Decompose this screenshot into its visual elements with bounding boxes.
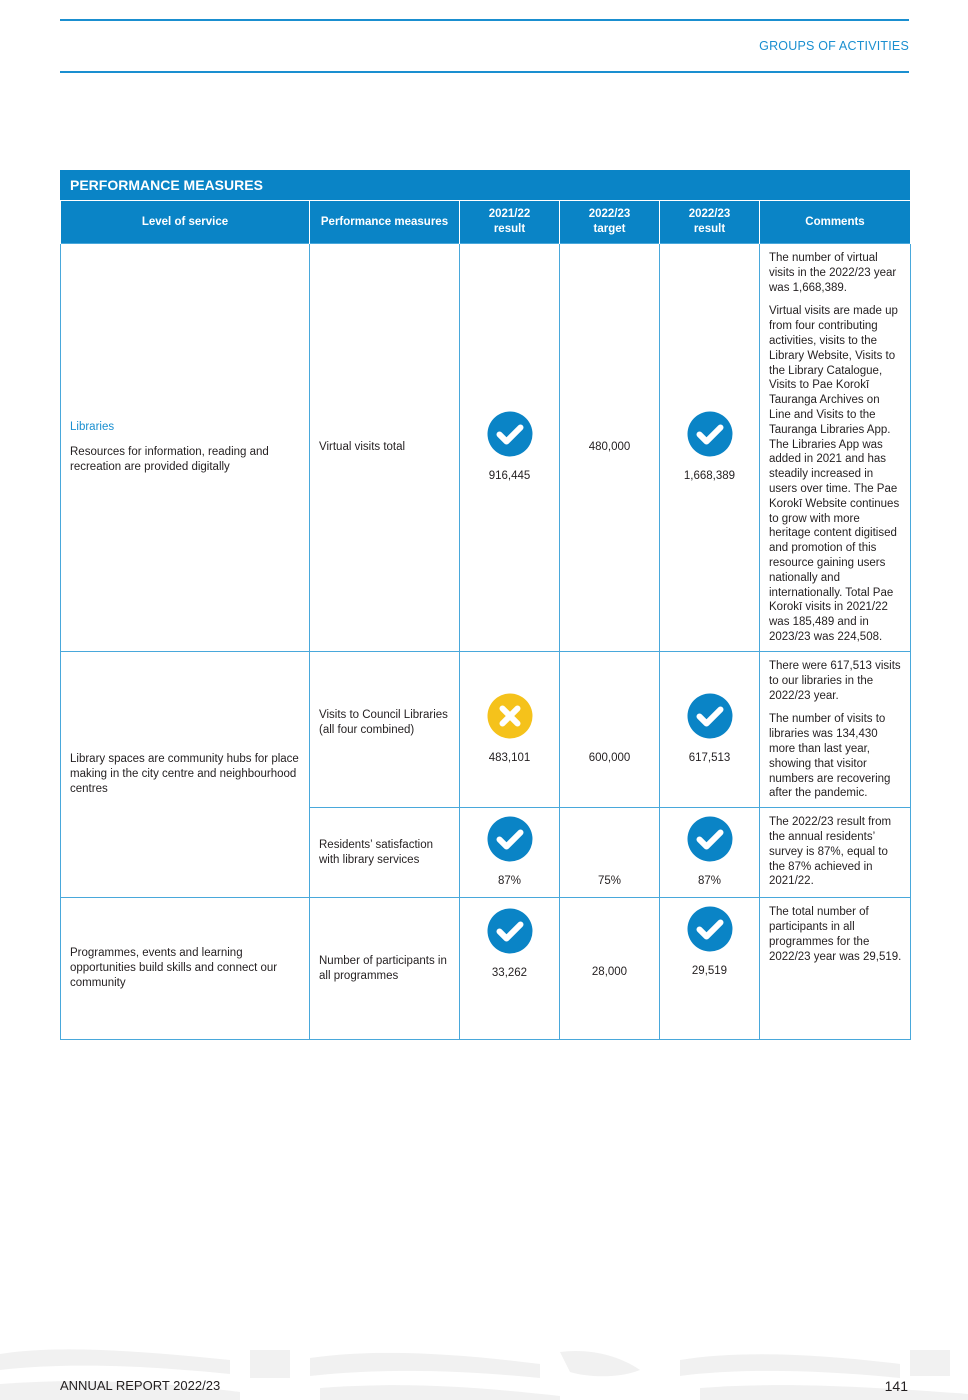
result-2122-value: 483,101	[488, 752, 531, 765]
result-2122-value: 916,445	[488, 470, 531, 483]
result-2223-cell	[660, 808, 760, 898]
result-2122-cell	[460, 652, 560, 808]
table-banner: PERFORMANCE MEASURES	[60, 170, 910, 201]
result-2223-value: 29,519	[691, 965, 728, 978]
result-2223-value: 1,668,389	[683, 470, 736, 483]
comment-paragraph: The number of virtual visits in the 2022/23 year was 1,668,389.	[769, 252, 897, 294]
level-text: Resources for information, reading and recreation are provided digitally	[70, 446, 269, 473]
footer-report-title: ANNUAL REPORT 2022/23	[60, 1378, 221, 1393]
check-circle-icon	[487, 816, 533, 862]
result-2122-value: 87%	[497, 875, 522, 888]
table-row	[61, 898, 911, 1040]
comment-cell	[760, 652, 911, 808]
check-circle-icon	[687, 906, 733, 952]
target-2223-cell: 600,000	[560, 652, 660, 808]
result-2122-cell	[460, 898, 560, 1040]
measure-cell: Number of participants in all programmes	[310, 898, 460, 1040]
table-header-row	[61, 201, 911, 244]
comment-cell	[760, 808, 911, 898]
target-2223-cell: 480,000	[560, 244, 660, 652]
result-2223-cell	[660, 898, 760, 1040]
result-2223-value: 87%	[697, 875, 722, 888]
level-of-service-cell	[61, 244, 310, 652]
check-circle-icon	[487, 908, 533, 954]
measure-cell: Residents’ satisfaction with library services	[310, 808, 460, 898]
result-2223-value: 617,513	[688, 752, 731, 765]
cross-circle-icon	[487, 693, 533, 739]
target-2223-cell: 28,000	[560, 898, 660, 1040]
header-rule	[60, 71, 909, 73]
page-number: 141	[884, 1378, 908, 1394]
col-level: Level of service	[61, 201, 310, 244]
table-row	[61, 652, 911, 808]
comment-paragraph: The total number of participants in all programmes for the 2022/23 year was 29,519.	[769, 906, 902, 963]
comment-paragraph: There were 617,513 visits to our libraries in the 2022/23 year.	[769, 660, 901, 702]
col-comments: Comments	[760, 201, 911, 244]
result-2122-cell	[460, 244, 560, 652]
check-circle-icon	[487, 411, 533, 457]
col-2122-result: 2021/22 result	[460, 201, 560, 244]
measure-cell: Visits to Council Libraries (all four combined)	[310, 652, 460, 808]
result-2223-cell	[660, 244, 760, 652]
check-circle-icon	[687, 816, 733, 862]
target-2223-cell: 75%	[560, 808, 660, 898]
level-of-service-cell: Programmes, events and learning opportunities build skills and connect our community	[61, 898, 310, 1040]
section-label: GROUPS OF ACTIVITIES	[759, 39, 909, 53]
result-2122-value: 33,262	[491, 967, 528, 980]
col-2223-target: 2022/23 target	[560, 201, 660, 244]
col-measure: Performance measures	[310, 201, 460, 244]
level-title: Libraries	[70, 421, 115, 434]
comment-paragraph: The number of visits to libraries was 134,430 more than last year, showing that visitor numbers are recovering after the pandemic.	[769, 713, 891, 800]
comment-cell	[760, 244, 911, 652]
result-2122-cell	[460, 808, 560, 898]
level-of-service-cell: Library spaces are community hubs for place making in the city centre and neighbourhood centres	[61, 652, 310, 898]
col-2223-result: 2022/23 result	[660, 201, 760, 244]
comment-paragraph: The 2022/23 result from the annual residents’ survey is 87%, equal to the 87% achieved in 2021/22.	[769, 816, 892, 888]
check-circle-icon	[687, 411, 733, 457]
performance-table	[60, 201, 911, 1040]
top-rule	[60, 19, 909, 21]
check-circle-icon	[687, 693, 733, 739]
comment-cell	[760, 898, 911, 1040]
comment-paragraph: Virtual visits are made up from four contributing activities, visits to the Library Website, Visits to the Library Catalogue, Visits to Pae Korokī Tauranga Archives on Line and Visits to the Tauranga Libraries App. The Libraries App was added in 2021 and has steadily increased in users over time. The Pae Korokī Website continues to grow with more heritage content digitised and promotion of this resource gaining users nationally and internationally. Total Pae Korokī visits in 2021/22 was 185,489 and in 2023/23 was 224,508.	[769, 305, 900, 643]
result-2223-cell	[660, 652, 760, 808]
performance-table-wrap	[60, 170, 910, 1040]
measure-cell: Virtual visits total	[310, 244, 460, 652]
table-row	[61, 244, 911, 652]
